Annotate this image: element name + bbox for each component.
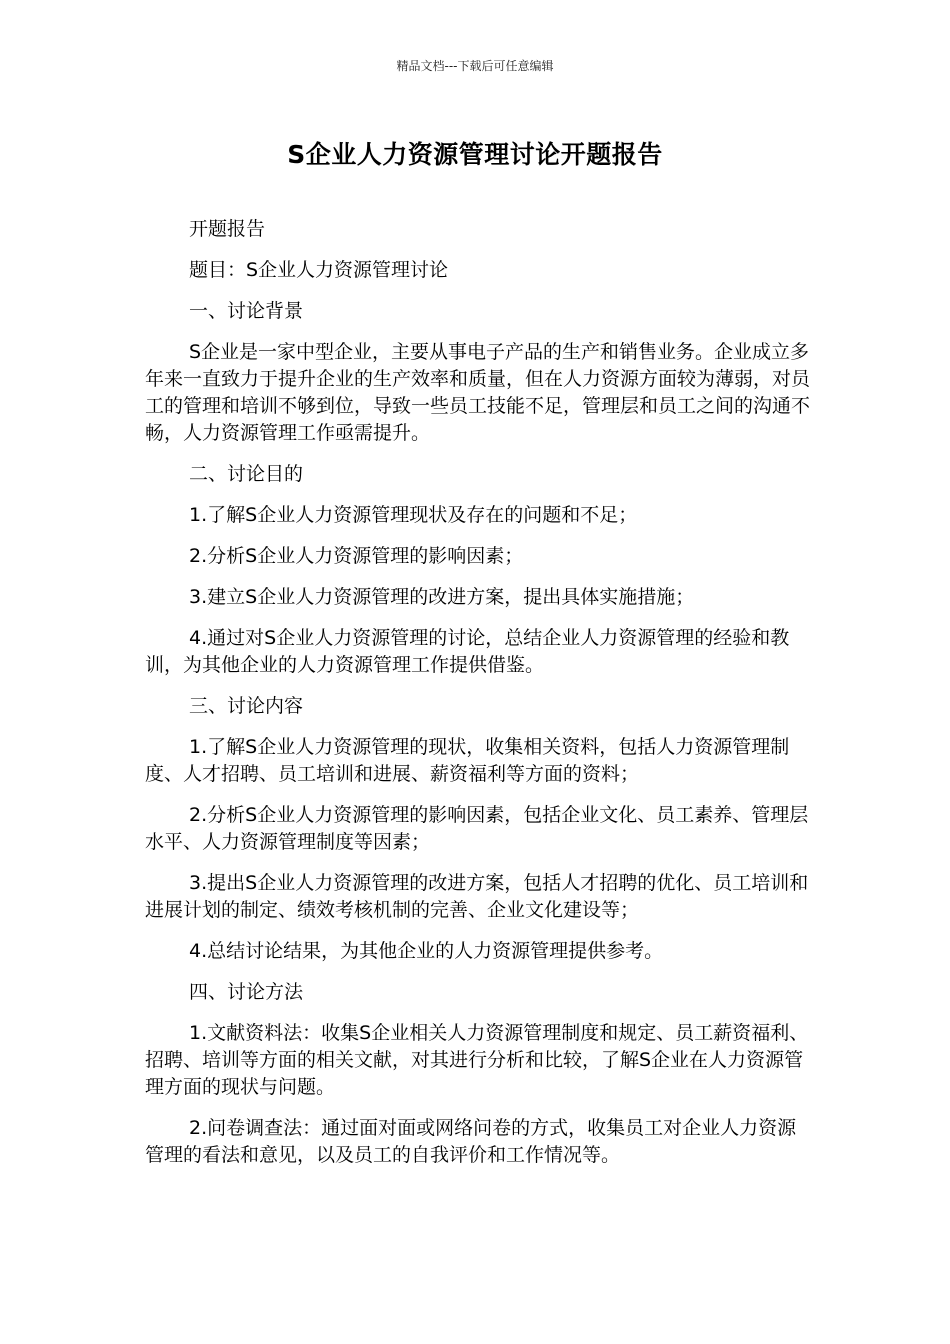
purpose-item-2: 2.分析S企业人力资源管理的影响因素； bbox=[189, 545, 524, 567]
section-heading-purpose: 二、讨论目的 bbox=[189, 463, 304, 485]
method-item-2: 2.问卷调查法：通过面对面或网络问卷的方式，收集员工对企业人力资源管理的看法和意见，以及员工的自我评价和工作情况等。 bbox=[145, 1117, 797, 1166]
purpose-item-4: 4.通过对S企业人力资源管理的讨论，总结企业人力资源管理的经验和教训，为其他企业的人力资源管理工作提供借鉴。 bbox=[145, 627, 790, 676]
section-heading-background: 一、讨论背景 bbox=[189, 300, 304, 322]
content-item-3: 3.提出S企业人力资源管理的改进方案，包括人才招聘的优化、员工培训和进展计划的制定、绩效考核机制的完善、企业文化建设等； bbox=[145, 872, 809, 921]
page-header-note: 精品文档---下载后可任意编辑 bbox=[396, 59, 554, 73]
purpose-item-1: 1.了解S企业人力资源管理现状及存在的问题和不足； bbox=[189, 504, 638, 526]
document-body bbox=[145, 216, 810, 1183]
method-item-1: 1.文献资料法：收集S企业相关人力资源管理制度和规定、员工薪资福利、招聘、培训等方面的相关文献，对其进行分析和比较，了解S企业在人力资源管理方面的现状与问题。 bbox=[145, 1022, 809, 1098]
paragraph-background: S企业是一家中型企业，主要从事电子产品的生产和销售业务。企业成立多年来一直致力于提升企业的生产效率和质量，但在人力资源方面较为薄弱，对员工的管理和培训不够到位，导致一些员工技能不足，管理层和员工之间的沟通不畅，人力资源管理工作亟需提升。 bbox=[145, 341, 811, 444]
document-title: S企业人力资源管理讨论开题报告 bbox=[287, 140, 663, 169]
paragraph-label: 开题报告 bbox=[189, 218, 266, 240]
content-item-1: 1.了解S企业人力资源管理的现状，收集相关资料，包括人力资源管理制度、人才招聘、员工培训和进展、薪资福利等方面的资料； bbox=[145, 736, 790, 785]
purpose-item-3: 3.建立S企业人力资源管理的改进方案，提出具体实施措施； bbox=[189, 586, 695, 608]
content-item-4: 4.总结讨论结果，为其他企业的人力资源管理提供参考。 bbox=[189, 940, 664, 962]
content-item-2: 2.分析S企业人力资源管理的影响因素，包括企业文化、员工素养、管理层水平、人力资源管理制度等因素； bbox=[145, 804, 809, 853]
section-heading-methods: 四、讨论方法 bbox=[189, 981, 304, 1003]
section-heading-content: 三、讨论内容 bbox=[189, 695, 304, 717]
paragraph-topic: 题目：S企业人力资源管理讨论 bbox=[189, 259, 449, 281]
